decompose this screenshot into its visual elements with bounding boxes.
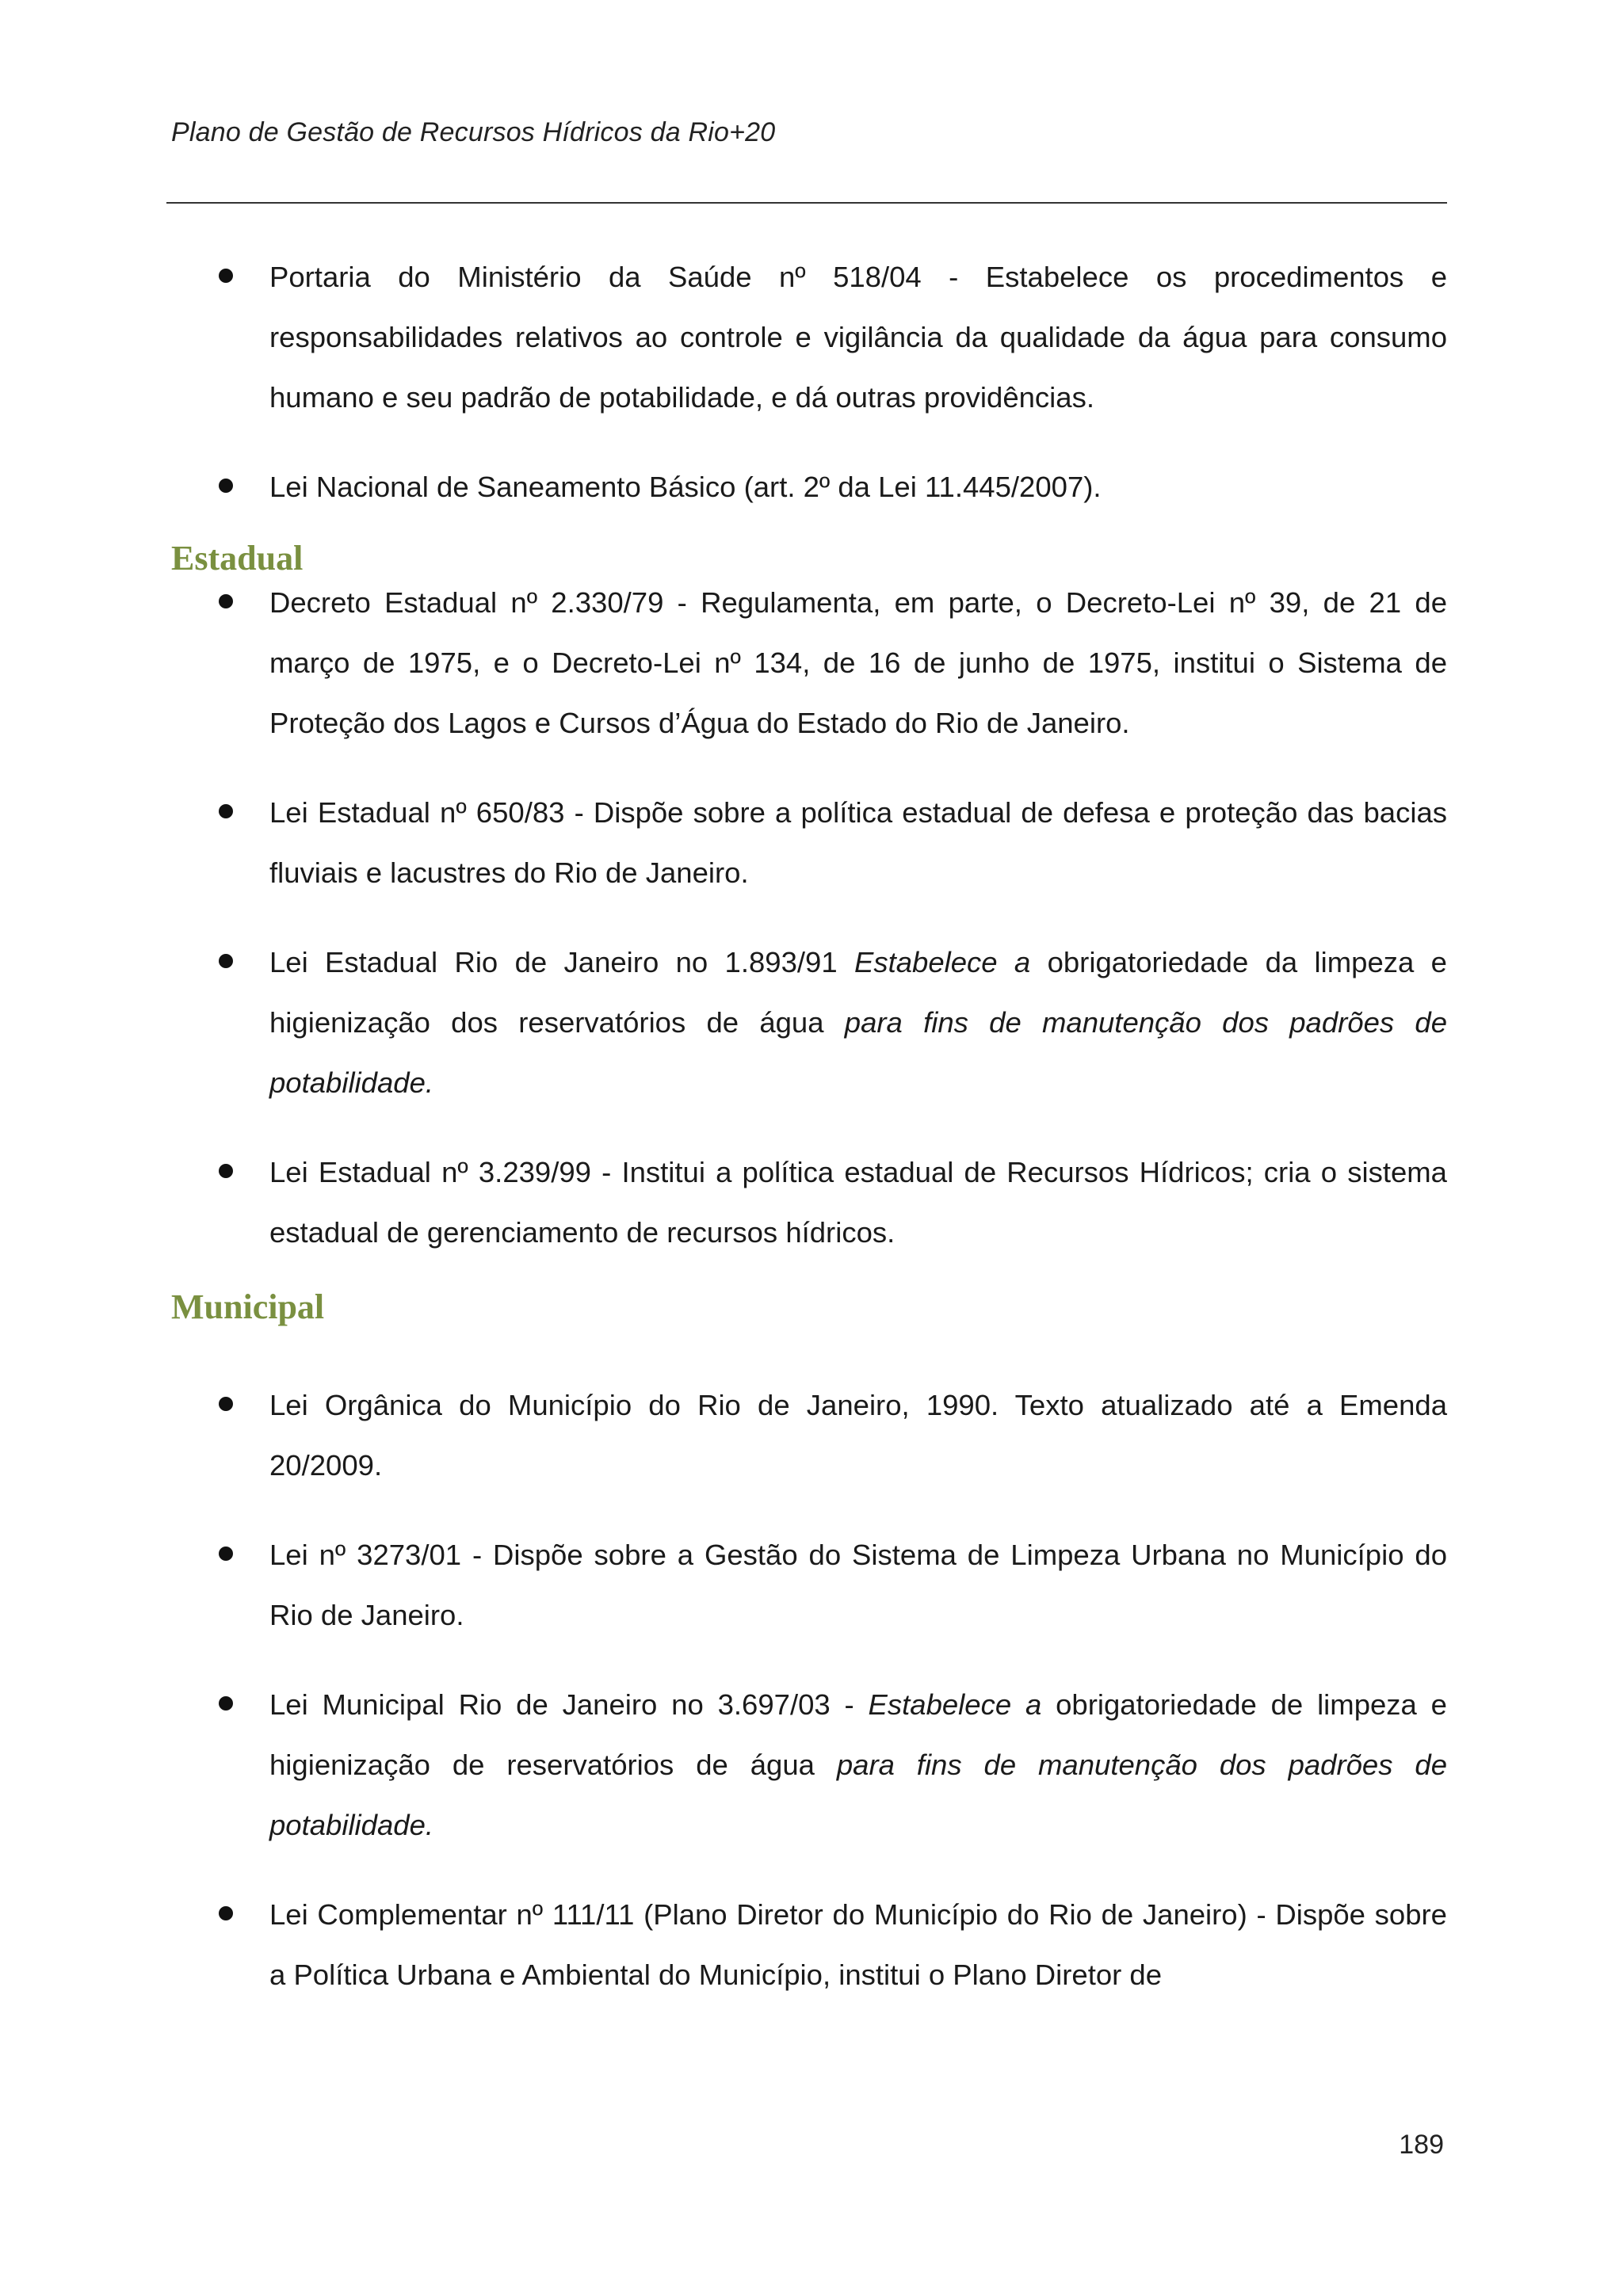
item-text: Lei nº 3273/01 - Dispõe sobre a Gestão do Sistema de Limpeza Urbana no Município do Rio de Janeiro. bbox=[269, 1539, 1447, 1631]
bullet-icon bbox=[219, 1547, 233, 1561]
list-item bbox=[171, 573, 1447, 753]
bullet-icon bbox=[219, 479, 233, 493]
bullet-icon bbox=[219, 269, 233, 283]
list-item bbox=[171, 1885, 1447, 2005]
list-item bbox=[171, 1675, 1447, 1855]
bullet-icon bbox=[219, 1397, 233, 1411]
item-text-part: obrigatoriedade de limpeza e higienização de reservatórios de água bbox=[269, 1688, 1447, 1781]
item-text: Portaria do Ministério da Saúde nº 518/04 - Estabelece os procedimentos e responsabilidades relativos ao controle e vigilância da qualidade da água para consumo humano e seu padrão de potabilidade, e dá outras providências. bbox=[269, 261, 1447, 414]
list-item bbox=[171, 1142, 1447, 1263]
page-number: 189 bbox=[1399, 2130, 1444, 2160]
item-text: Lei Complementar nº 111/11 (Plano Diretor do Município do Rio de Janeiro) - Dispõe sobre a Política Urbana e Ambiental do Município, institui o Plano Diretor de bbox=[269, 1898, 1447, 1991]
item-text-italic: Estabelece a bbox=[868, 1688, 1042, 1721]
item-text-italic: para fins de manutenção dos padrões de potabilidade. bbox=[269, 1006, 1447, 1099]
list-item bbox=[171, 1525, 1447, 1646]
item-text-italic: Estabelece a bbox=[854, 946, 1031, 978]
list-item bbox=[171, 457, 1447, 517]
legislation-list-estadual bbox=[171, 573, 1447, 1263]
item-text-part: Lei Estadual Rio de Janeiro no 1.893/91 bbox=[269, 946, 854, 978]
bullet-icon bbox=[219, 1906, 233, 1920]
bullet-icon bbox=[219, 1164, 233, 1178]
item-text: Lei Orgânica do Município do Rio de Janeiro, 1990. Texto atualizado até a Emenda 20/2009. bbox=[269, 1389, 1447, 1482]
list-item bbox=[171, 1375, 1447, 1496]
item-text: Lei Estadual nº 650/83 - Dispõe sobre a política estadual de defesa e proteção das bacias fluviais e lacustres do Rio de Janeiro. bbox=[269, 796, 1447, 889]
item-text: Decreto Estadual nº 2.330/79 - Regulamenta, em parte, o Decreto-Lei nº 39, de 21 de março de 1975, e o Decreto-Lei nº 134, de 16 de junho de 1975, institui o Sistema de Proteção dos Lagos e Cursos d’Água do Estado do Rio de Janeiro. bbox=[269, 586, 1447, 739]
document-body bbox=[171, 247, 1447, 2005]
section-heading-estadual: Estadual bbox=[171, 539, 304, 578]
item-text: Lei Estadual nº 3.239/99 - Institui a política estadual de Recursos Hídricos; cria o sistema estadual de gerenciamento de recursos hídricos. bbox=[269, 1156, 1447, 1249]
legislation-list-federal bbox=[171, 247, 1447, 517]
section-heading-municipal: Municipal bbox=[171, 1287, 325, 1326]
item-text: Lei Nacional de Saneamento Básico (art. 2º da Lei 11.445/2007). bbox=[269, 471, 1102, 503]
header-divider bbox=[166, 202, 1447, 204]
list-item bbox=[171, 933, 1447, 1113]
legislation-list-municipal bbox=[171, 1375, 1447, 2005]
bullet-icon bbox=[219, 804, 233, 818]
bullet-icon bbox=[219, 954, 233, 968]
item-text-part: obrigatoriedade da limpeza e higienização dos reservatórios de água bbox=[269, 946, 1447, 1039]
bullet-icon bbox=[219, 594, 233, 608]
list-item bbox=[171, 247, 1447, 428]
running-header: Plano de Gestão de Recursos Hídricos da Rio+20 bbox=[171, 117, 776, 147]
list-item bbox=[171, 783, 1447, 903]
bullet-icon bbox=[219, 1696, 233, 1711]
item-text-italic: para fins de manutenção dos padrões de potabilidade. bbox=[269, 1749, 1447, 1841]
item-text-part: Lei Municipal Rio de Janeiro no 3.697/03 - bbox=[269, 1688, 869, 1721]
